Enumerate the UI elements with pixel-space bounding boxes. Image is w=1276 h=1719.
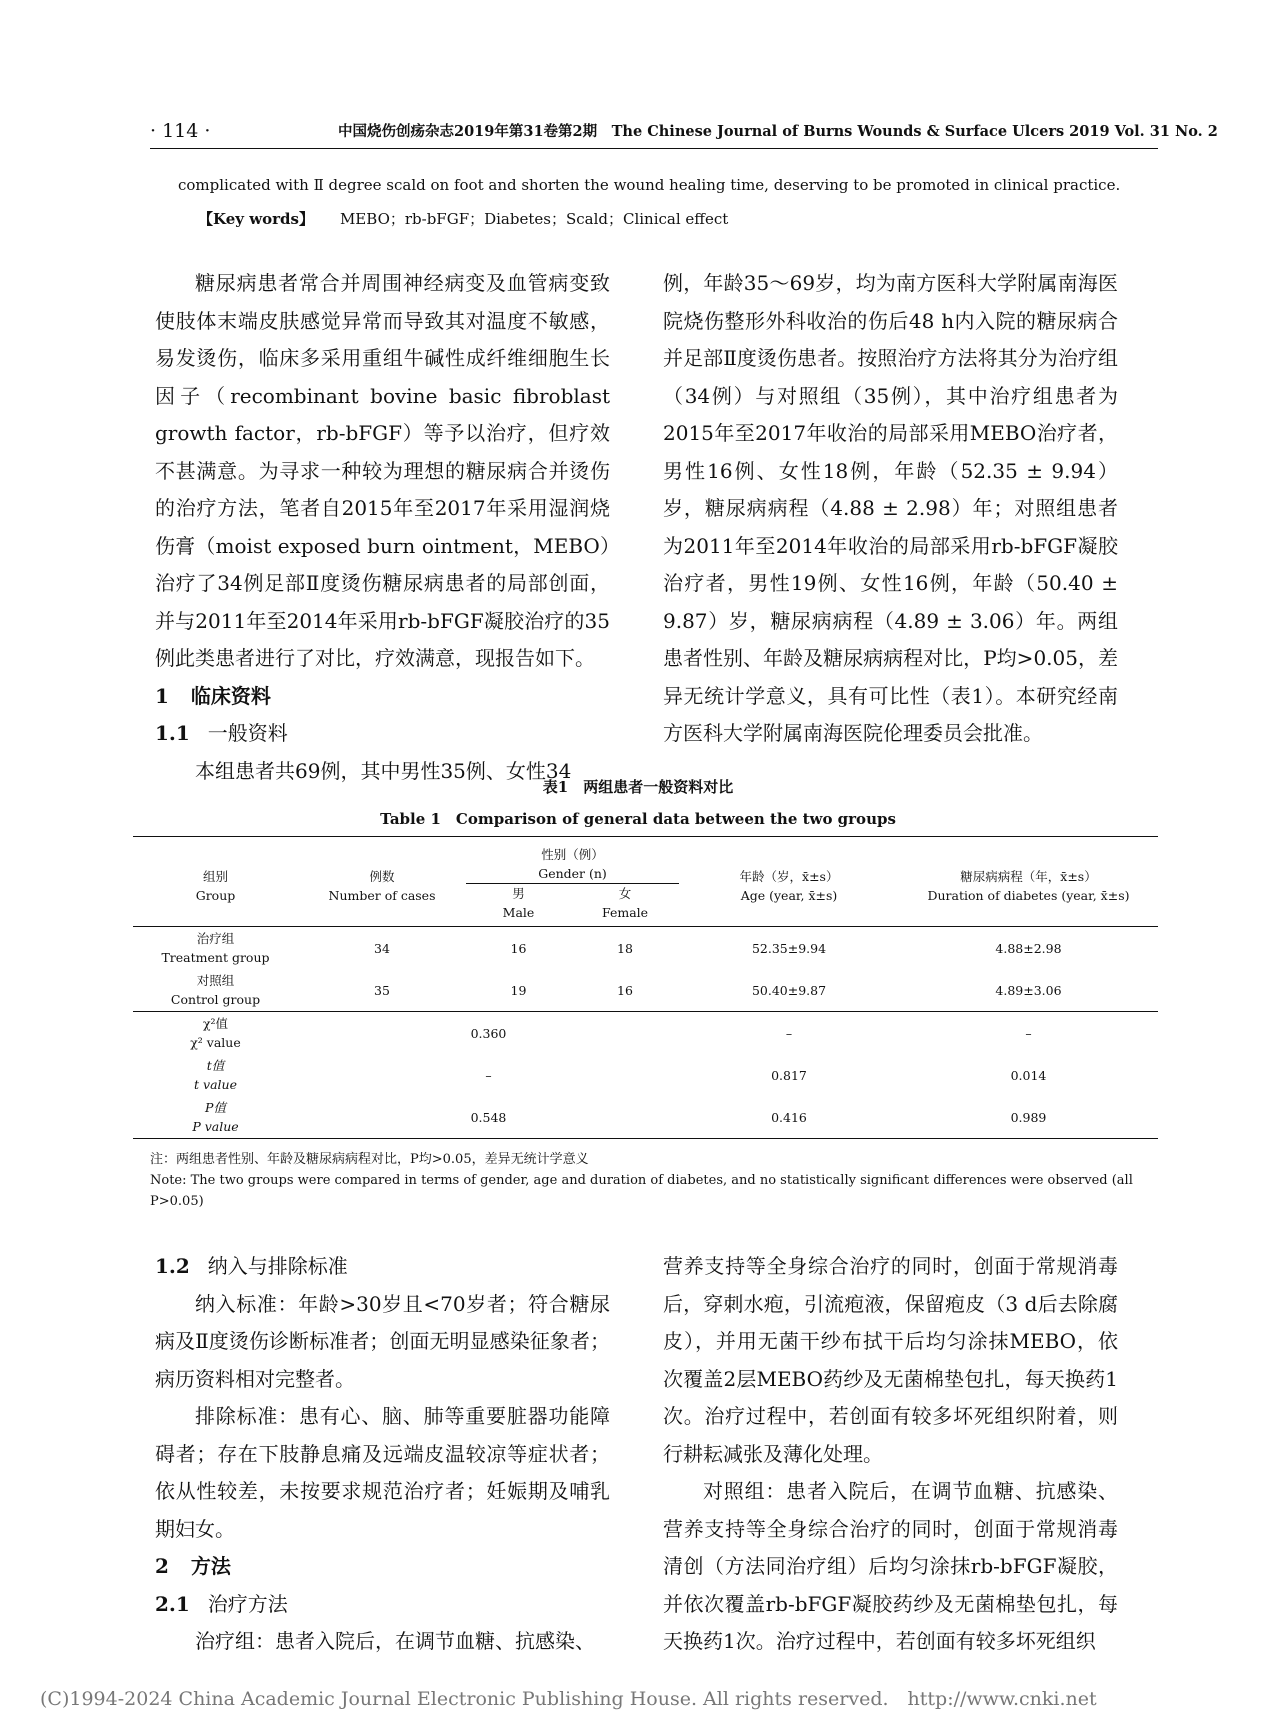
cell-male: 19 — [510, 982, 527, 998]
cell-gender-stat: 0.360 — [298, 1012, 679, 1055]
cell-duration: 4.89±3.06 — [995, 982, 1062, 998]
row-label: P值 P value — [133, 1096, 298, 1139]
cell-age-stat: – — [679, 1012, 899, 1055]
section-title: 方法 — [190, 1554, 231, 1578]
cell-age-stat: 0.817 — [771, 1067, 807, 1083]
subsection-number: 2.1 — [155, 1591, 190, 1616]
general-data-paragraph-cont: 例，年龄35～69岁，均为南方医科大学附属南海医院烧伤整形外科收治的伤后48 h内入院的糖尿病合并足部Ⅱ度烫伤患者。按照治疗方法将其分为治疗组（34例）与对照组（35例），其中治疗组患者为2015年至2017年收治的局部采用MEBO治疗者，男性16例、女性18例，年龄（52.35 ± 9.94）岁，糖尿病病程（4.88 ± 2.98）年；对照组患者为2011年至2014年收治的局部采用rb-bFGF凝胶治疗者，男性19例、女性16例，年龄（50.40 ± 9.87）岁，糖尿病病程（4.89 ± 3.06）年。两组患者性别、年龄及糖尿病病程对比，P均>0.05，差异无统计学意义，具有可比性（表1）。本研究经南方医科大学附属南海医院伦理委员会批准。 — [663, 271, 1118, 745]
header-rule — [150, 148, 1158, 149]
section-heading-1 — [155, 678, 610, 716]
abstract-continuation: complicated with Ⅱ degree scald on foot and shorten the wound healing time, deserving to be promoted in clinical practice. — [178, 176, 1121, 194]
table-caption-en: Table 1 Comparison of general data between the two groups — [380, 810, 896, 828]
cell-male: 16 — [510, 940, 527, 956]
header-duration: 糖尿病病程（年，x̄±s） Duration of diabetes (year, x̄±s) — [899, 837, 1158, 927]
subsection-number: 1.2 — [155, 1254, 190, 1278]
table-row — [133, 1054, 1158, 1096]
row-label: χ²值 χ² value — [133, 1012, 298, 1055]
comparison-table — [133, 836, 1158, 1139]
cell-gender-stat: – — [485, 1067, 492, 1083]
subsection-number: 1.1 — [155, 721, 190, 745]
row-label: 治疗组 Treatment group — [161, 931, 270, 965]
cell-cases: 35 — [374, 982, 390, 998]
cell-duration-stat: 0.989 — [899, 1096, 1158, 1139]
section-number: 2 — [155, 1554, 169, 1578]
cell-duration: 4.88±2.98 — [995, 940, 1062, 956]
header-gender: 性别（例） Gender (n) — [466, 837, 679, 884]
subsection-heading-1-1 — [155, 715, 610, 753]
table-note-cn: 注：两组患者性别、年龄及糖尿病病程对比，P均>0.05，差异无统计学意义 — [150, 1152, 589, 1167]
keywords-text: MEBO；rb-bFGF；Diabetes；Scald；Clinical effect — [339, 210, 729, 228]
exclusion-paragraph: 排除标准：患有心、脑、肺等重要脏器功能障碍者；存在下肢静息痛及远端皮温较凉等症状者；依从性较差，未按要求规范治疗者；妊娠期及哺乳期妇女。 — [155, 1404, 610, 1541]
cell-cases: 34 — [374, 940, 390, 956]
table-caption-cn: 表1 两组患者一般资料对比 — [542, 778, 734, 796]
cell-female: 18 — [617, 940, 633, 956]
cell-age: 50.40±9.87 — [751, 982, 827, 998]
treatment-paragraph-start: 治疗组：患者入院后，在调节血糖、抗感染、 — [195, 1629, 595, 1653]
cell-age-stat: 0.416 — [679, 1096, 899, 1139]
copyright-footer: (C)1994-2024 China Academic Journal Electronic Publishing House. All rights reserved. http://www.cnki.net — [40, 1688, 1097, 1710]
table-note-en: Note: The two groups were compared in terms of gender, age and duration of diabetes, and no statistically significant differences were observed (all P>0.05) — [150, 1173, 1133, 1209]
subsection-title: 纳入与排除标准 — [207, 1254, 348, 1278]
general-data-paragraph-start: 本组患者共69例，其中男性35例、女性34 — [195, 758, 572, 783]
section-number: 1 — [155, 683, 169, 708]
row-label: t值 t value — [194, 1058, 237, 1092]
treatment-paragraph-cont: 营养支持等全身综合治疗的同时，创面于常规消毒后，穿刺水疱，引流疱液，保留疱皮（3 d后去除腐皮），并用无菌干纱布拭干后均匀涂抹MEBO，依次覆盖2层MEBO药纱及无菌棉垫包扎，每天换药1次。治疗过程中，若创面有较多坏死组织附着，则行耕耘减张及薄化处理。 — [663, 1254, 1118, 1466]
inclusion-paragraph: 纳入标准：年龄>30岁且<70岁者；符合糖尿病及Ⅱ度烫伤诊断标准者；创面无明显感染征象者；病历资料相对完整者。 — [155, 1291, 610, 1391]
intro-paragraph: 糖尿病患者常合并周围神经病变及血管病变致使肢体末端皮肤感觉异常而导致其对温度不敏感，易发烫伤，临床多采用重组牛碱性成纤维细胞生长因子（recombinant bovine basic fibroblast growth factor，rb-bFGF）等予以治疗，但疗效不甚满意。为寻求一种较为理想的糖尿病合并烫伤的治疗方法，笔者自2015年至2017年采用湿润烧伤膏（moist exposed burn ointment，MEBO）治疗了34例足部Ⅱ度烫伤糖尿病患者的局部创面，并与2011年至2014年采用rb-bFGF凝胶治疗的35例此类患者进行了对比，疗效满意，现报告如下。 — [155, 271, 610, 670]
header-female: 女 Female — [571, 884, 679, 927]
keywords-line — [198, 208, 728, 229]
table-row — [133, 927, 1158, 970]
subsection-title: 一般资料 — [207, 721, 288, 745]
subsection-heading-1-2 — [155, 1248, 610, 1286]
journal-header: 中国烧伤创疡杂志2019年第31卷第2期 The Chinese Journal of Burns Wounds & Surface Ulcers 2019 Vol. 31 No. 2 — [338, 123, 1218, 140]
left-column-bottom — [155, 1248, 610, 1661]
header-male: 男 Male — [466, 884, 571, 927]
cell-age: 52.35±9.94 — [751, 940, 827, 956]
cell-female: 16 — [617, 982, 633, 998]
section-title: 临床资料 — [190, 683, 271, 708]
keywords-label: 【Key words】 — [198, 210, 314, 228]
header-group: 组别 Group — [133, 837, 298, 927]
right-column-top — [663, 265, 1118, 753]
table-row — [133, 969, 1158, 1012]
left-column-top — [155, 265, 610, 790]
subsection-heading-2-1 — [155, 1586, 610, 1624]
header-cases: 例数 Number of cases — [298, 837, 466, 927]
header-age: 年龄（岁，x̄±s） Age (year, x̄±s) — [679, 837, 899, 927]
page-number: · 114 · — [150, 120, 211, 142]
control-paragraph: 对照组：患者入院后，在调节血糖、抗感染、营养支持等全身综合治疗的同时，创面于常规消毒清创（方法同治疗组）后均匀涂抹rb-bFGF凝胶，并依次覆盖rb-bFGF凝胶药纱及无菌棉垫包扎，每天换药1次。治疗过程中，若创面有较多坏死组织 — [663, 1479, 1118, 1653]
subsection-title: 治疗方法 — [207, 1591, 288, 1616]
cell-duration-stat: 0.014 — [1010, 1067, 1047, 1083]
table-row — [133, 1096, 1158, 1139]
section-heading-2 — [155, 1548, 610, 1586]
row-label: 对照组 Control group — [170, 973, 261, 1007]
cell-duration-stat: – — [899, 1012, 1158, 1055]
cell-gender-stat: 0.548 — [298, 1096, 679, 1139]
right-column-bottom — [663, 1248, 1118, 1661]
table-row — [133, 1012, 1158, 1055]
